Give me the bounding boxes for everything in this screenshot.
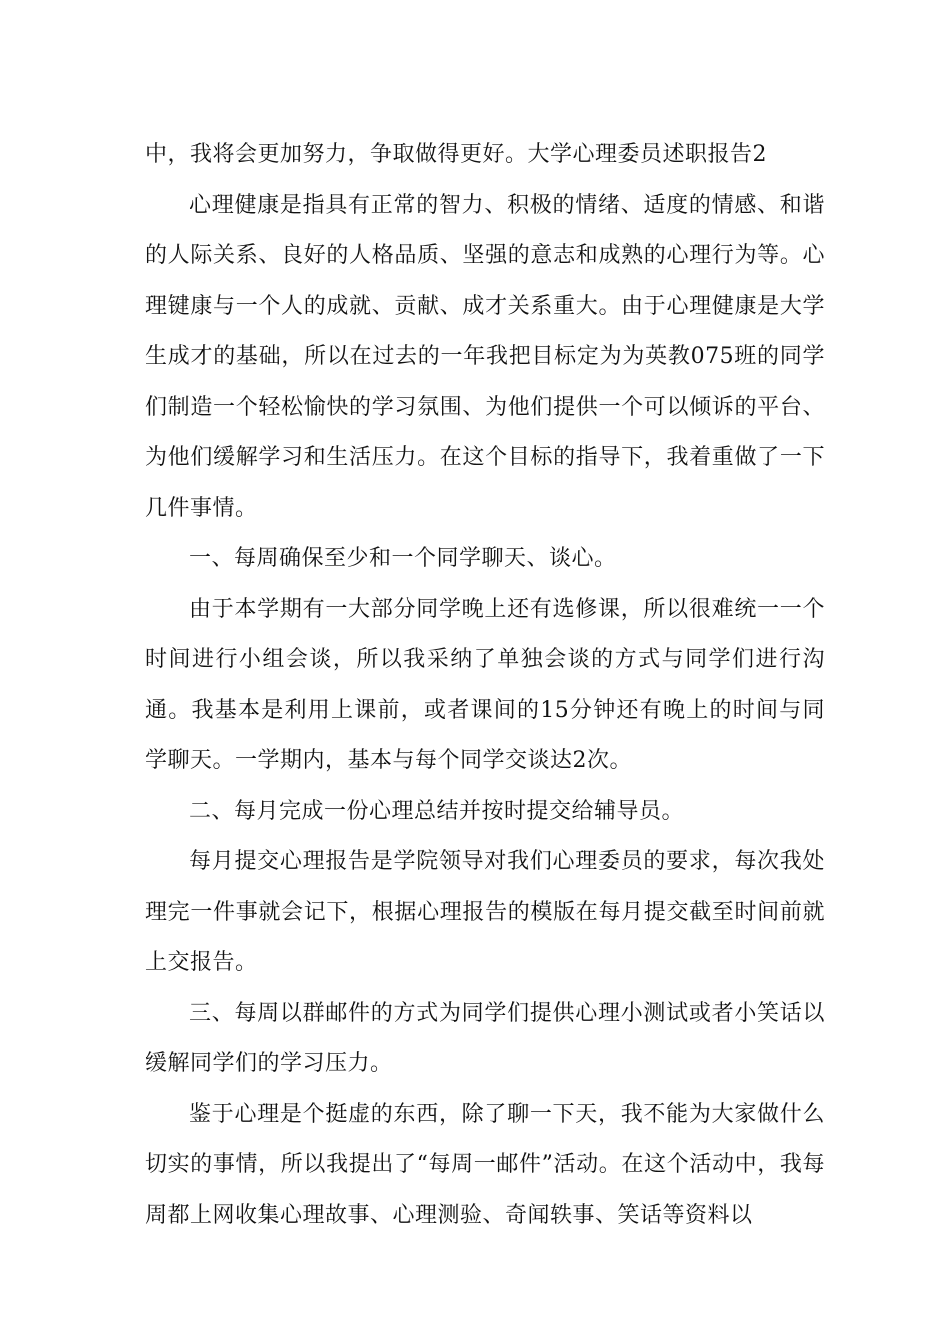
document-body — [145, 130, 825, 1241]
section-heading-2: 二、每月完成一份心理总结并按时提交给辅导员。 — [189, 798, 685, 824]
paragraph-intro: 心理健康是指具有正常的智力、积极的情绪、适度的情感、和谐的人际关系、良好的人格品质、坚强的意志和成熟的心理行为等。心理键康与一个人的成就、贡献、成才关系重大。由于心理健康是大学生成才的基础，所以在过去的一年我把目标定为为英教075班的同学们制造一个轻松愉快的学习氛围、为他们提供一个可以倾诉的平台、为他们缓解学习和生活压力。在这个目标的指导下，我着重做了一下几件事情。 — [145, 192, 825, 521]
paragraph-section-1: 由于本学期有一大部分同学晚上还有选修课，所以很难统一一个时间进行小组会谈，所以我采纳了单独会谈的方式与同学们进行沟通。我基本是利用上课前，或者课间的15分钟还有晚上的时间与同学聊天。一学期内，基本与每个同学交谈达2次。 — [145, 596, 825, 773]
section-heading-1: 一、每周确保至少和一个同学聊天、谈心。 — [189, 546, 617, 571]
section-heading-3: 三、每周以群邮件的方式为同学们提供心理小测试或者小笑话以缓解同学们的学习压力。 — [145, 1000, 825, 1076]
paragraph-section-2: 每月提交心理报告是学院领导对我们心理委员的要求，每次我处理完一件事就会记下，根据心理报告的模版在每月提交截至时间前就上交报告。 — [145, 849, 825, 975]
paragraph-section-3: 鉴于心理是个挺虚的东西，除了聊一下天，我不能为大家做什么切实的事情，所以我提出了“每周一邮件”活动。在这个活动中，我每周都上网收集心理故事、心理测验、奇闻轶事、笑话等资料以 — [145, 1101, 825, 1228]
paragraph-continuation: 中，我将会更加努力，争取做得更好。大学心理委员述职报告2 — [145, 142, 767, 167]
